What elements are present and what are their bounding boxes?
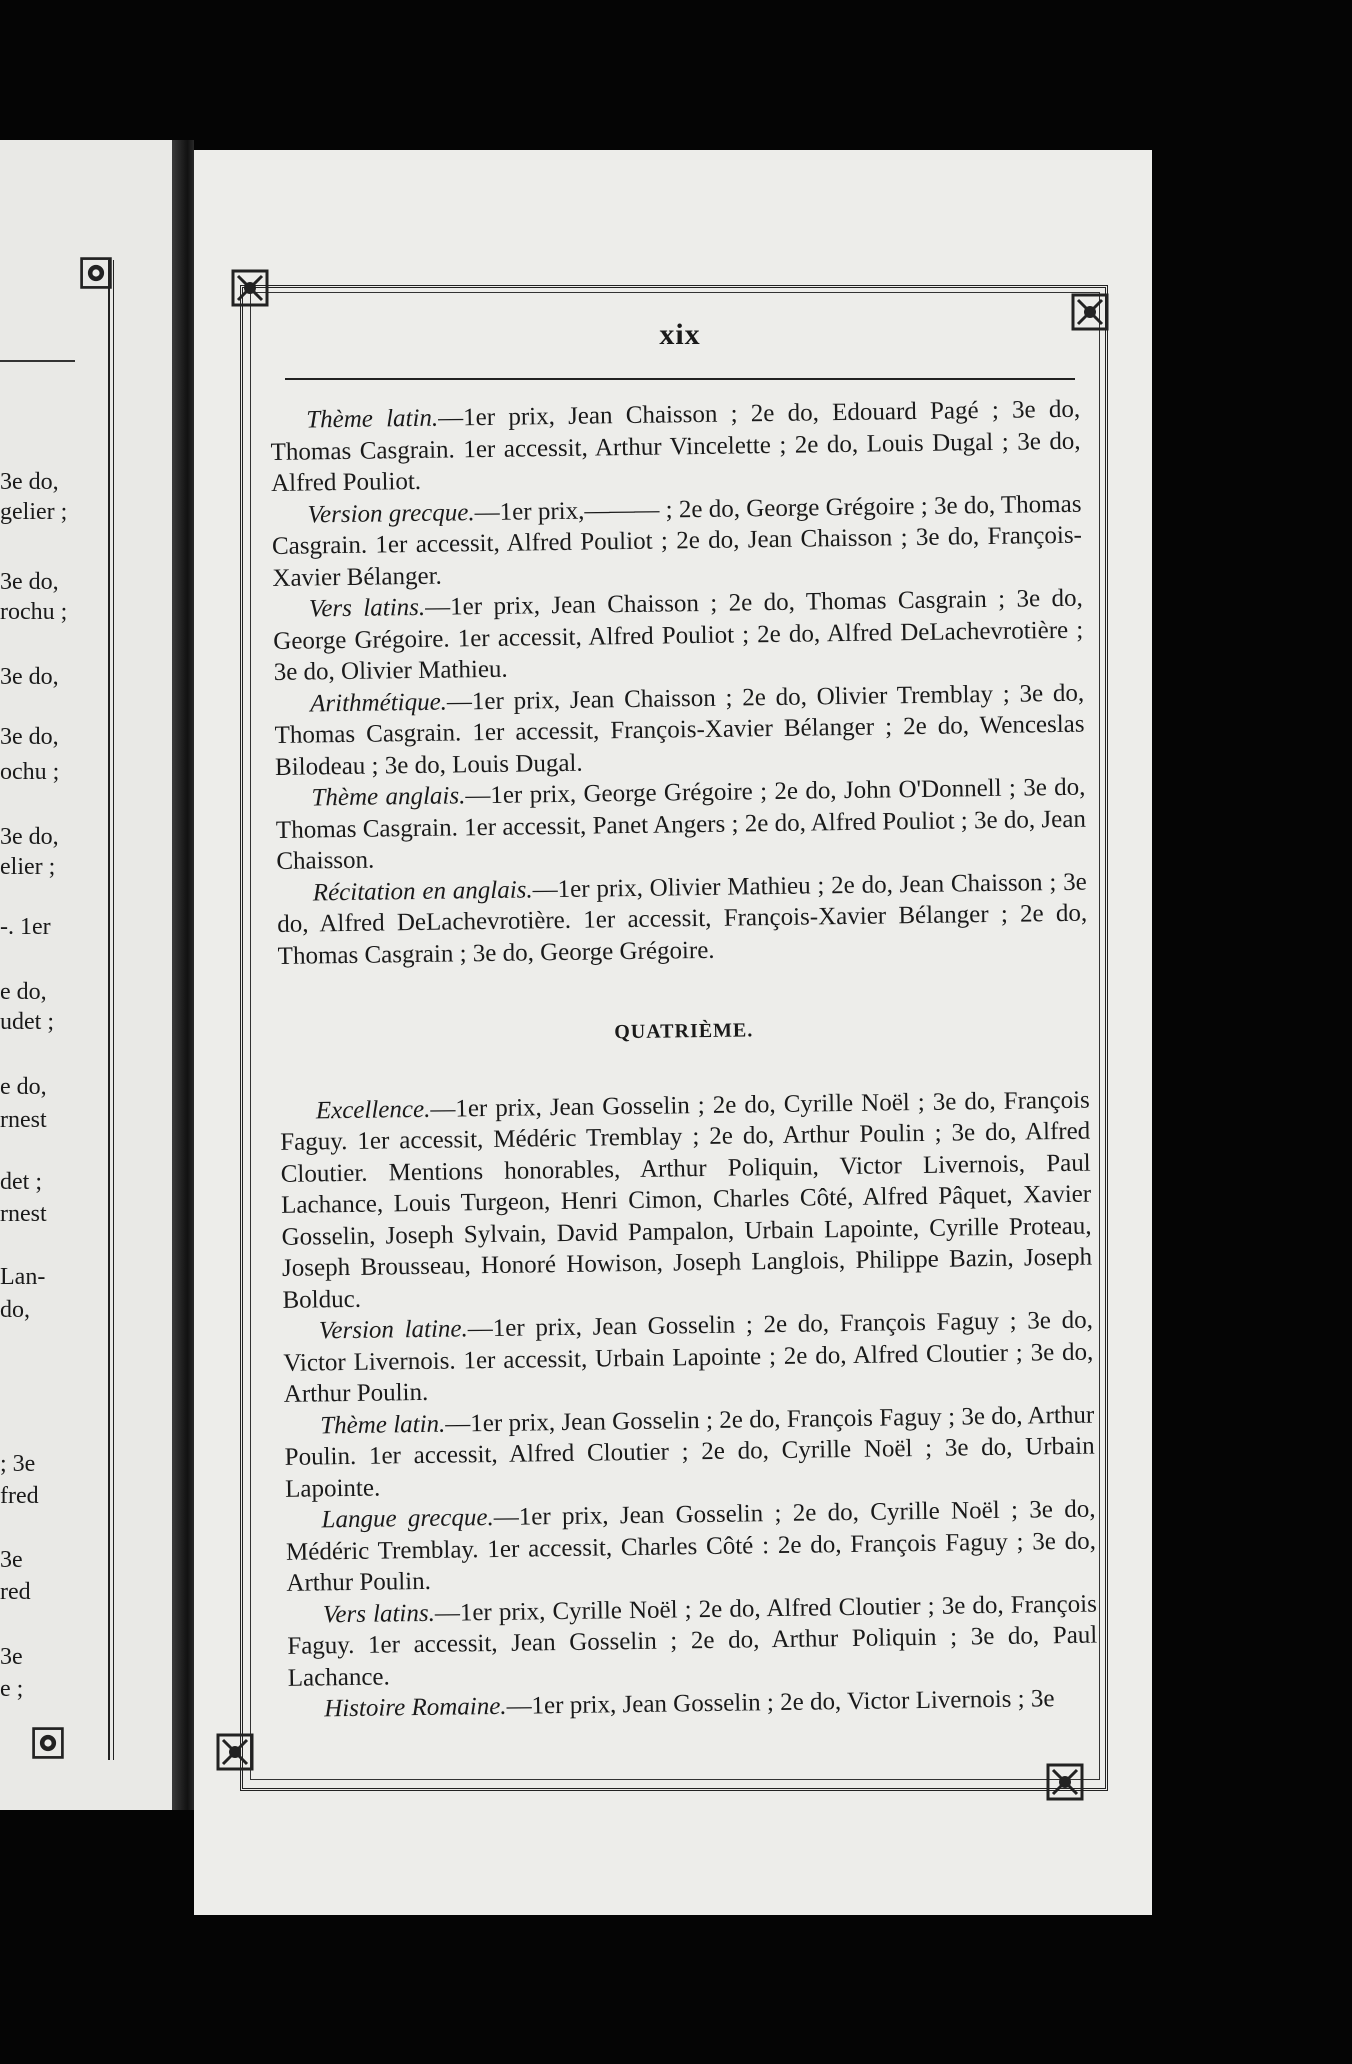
book-gutter: [172, 140, 194, 1810]
left-text-fragment: 3e do,: [0, 824, 59, 850]
subject-heading: Récitation en anglais.: [312, 875, 533, 906]
prize-paragraph: [271, 488, 1082, 594]
left-text-fragment: elier ;: [0, 854, 56, 880]
left-text-fragment: e do,: [0, 979, 47, 1005]
subject-heading: Thème latin.: [306, 404, 439, 434]
prize-paragraph: [284, 1399, 1095, 1505]
prize-paragraph: [283, 1305, 1094, 1411]
left-text-fragment: do,: [0, 1297, 30, 1323]
page-body: [270, 394, 1098, 1726]
left-text-fragment: rnest: [0, 1201, 47, 1227]
left-text-fragment: 3e do,: [0, 569, 59, 595]
prize-text: —1er prix, Jean Gosselin ; 2e do, Cyrille Noël ; 3e do, Médéric Tremblay. 1er accessit, Charles Côté : 2e do, François Faguy ; 3e do, Arthur Poulin.: [285, 1495, 1097, 1597]
prize-text: —1er prix, Cyrille Noël ; 2e do, Alfred Cloutier ; 3e do, François Faguy. 1er accessit, Jean Gosselin ; 2e do, Arthur Poliquin ; 3e do, Paul Lachance.: [287, 1590, 1098, 1692]
header-rule: [285, 378, 1075, 380]
left-text-fragment: gelier ;: [0, 499, 68, 525]
subject-heading: Vers latins.: [308, 593, 426, 623]
corner-ornament-icon: [1070, 292, 1110, 332]
left-text-fragment: 3e do,: [0, 664, 59, 690]
left-text-fragment: fred: [0, 1483, 39, 1509]
section-title: QUATRIÈME.: [614, 1019, 754, 1044]
prize-text: —1er prix, Jean Chaisson ; 2e do, Thomas Casgrain ; 3e do, George Grégoire. 1er accessit, Alfred Pouliot ; 2e do, Alfred DeLachevrotière ; 3e do, Olivier Mathieu.: [273, 584, 1084, 686]
subject-heading: Arithmétique.: [309, 688, 448, 717]
subject-heading: Vers latins.: [322, 1599, 436, 1628]
left-text-fragment: rochu ;: [0, 599, 68, 625]
left-text-fragment: 3e: [0, 1547, 23, 1573]
left-text-fragment: 3e do,: [0, 469, 59, 495]
corner-ornament-icon: [215, 1732, 255, 1772]
prize-paragraph: [277, 866, 1088, 972]
prize-text: —1er prix, Jean Chaisson ; 2e do, Olivier Tremblay ; 3e do, Thomas Casgrain. 1er accessit, François-Xavier Bélanger ; 2e do, Wenceslas Bilodeau ; 3e do, Louis Dugal.: [274, 679, 1085, 781]
left-text-fragment: 3e: [0, 1644, 23, 1670]
subject-heading: Excellence.: [315, 1095, 431, 1124]
corner-ornament-icon: [1045, 1762, 1085, 1802]
left-text-fragment: udet ;: [0, 1009, 54, 1035]
left-text-fragment: e do,: [0, 1074, 47, 1100]
page-number: xix: [659, 318, 701, 351]
prize-paragraph: [274, 677, 1085, 783]
prize-list-quatrieme: [280, 1084, 1099, 1725]
left-text-fragment: det ;: [0, 1169, 42, 1195]
prize-text: —1er prix,——— ; 2e do, George Grégoire ; 3e do, Thomas Casgrain. 1er accessit, Alfred Pouliot ; 2e do, Jean Chaisson ; 3e do, François-Xavier Bélanger.: [271, 490, 1083, 592]
corner-ornament-icon: [78, 255, 114, 291]
prize-text: —1er prix, Jean Chaisson ; 2e do, Edouard Pagé ; 3e do, Thomas Casgrain. 1er accessit, Arthur Vincelette ; 2e do, Louis Dugal ; 3e do, Alfred Pouliot.: [270, 395, 1081, 497]
prize-text: —1er prix, Jean Gosselin ; 2e do, François Faguy ; 3e do, Victor Livernois. 1er accessit, Urbain Lapointe ; 2e do, Alfred Cloutier ; 3e do, Arthur Poulin.: [283, 1306, 1094, 1408]
corner-ornament-icon: [30, 1725, 66, 1761]
left-text-fragment: ochu ;: [0, 759, 60, 785]
left-text-fragment: 3e do,: [0, 724, 59, 750]
prize-paragraph: [285, 1494, 1096, 1600]
subject-heading: Histoire Romaine.: [324, 1692, 507, 1723]
prize-paragraph: [270, 394, 1081, 500]
subject-heading: Thème latin.: [320, 1410, 446, 1439]
left-text-fragment: ; 3e: [0, 1451, 36, 1477]
prize-paragraph: [280, 1084, 1093, 1316]
left-text-fragment: -. 1er: [0, 914, 51, 940]
subject-heading: Version grecque.: [307, 498, 475, 528]
subject-heading: Version latine.: [318, 1315, 468, 1345]
corner-ornament-icon: [230, 268, 270, 308]
prize-paragraph: [275, 772, 1086, 878]
prize-paragraph: [273, 583, 1084, 689]
left-page-rule: [0, 360, 75, 362]
left-text-fragment: red: [0, 1579, 31, 1605]
left-text-fragment: e ;: [0, 1676, 24, 1702]
prize-text: —1er prix, Jean Gosselin ; 2e do, Cyrille Noël ; 3e do, François Faguy. 1er accessit, Médéric Tremblay ; 2e do, Arthur Poulin ; 3e do, Alfred Cloutier. Mentions honorables, Arthur Poliquin, Victor Livernois, Paul Lachance, Louis Turgeon, Henri Cimon, Charles Côté, Alfred Pâquet, Xavier Gosselin, Joseph Sylvain, David Pampalon, Urbain Lapointe, Cyrille Proteau, Joseph Brousseau, Honoré Howison, Joseph Langlois, Philippe Bazin, Joseph Bolduc.: [280, 1086, 1093, 1314]
prize-list-troisieme: [270, 394, 1088, 972]
prize-text: —1er prix, George Grégoire ; 2e do, John O'Donnell ; 3e do, Thomas Casgrain. 1er accessit, Panet Angers ; 2e do, Alfred Pouliot ; 3e do, Jean Chaisson.: [275, 773, 1087, 875]
subject-heading: Langue grecque.: [321, 1503, 494, 1534]
prize-paragraph: [287, 1588, 1098, 1694]
subject-heading: Thème anglais.: [311, 782, 466, 812]
left-text-fragment: Lan-: [0, 1264, 46, 1290]
left-text-fragment: rnest: [0, 1107, 47, 1133]
left-page-border: [108, 260, 114, 1760]
prize-text: —1er prix, Jean Gosselin ; 2e do, François Faguy ; 3e do, Arthur Poulin. 1er accessit, Alfred Cloutier ; 2e do, Cyrille Noël ; 3e do, Urbain Lapointe.: [284, 1401, 1095, 1503]
left-page-fragment: [0, 140, 172, 1810]
prize-text: —1er prix, Jean Gosselin ; 2e do, Victor Livernois ; 3e: [506, 1685, 1055, 1720]
prize-text: —1er prix, Olivier Mathieu ; 2e do, Jean Chaisson ; 3e do, Alfred DeLachevrotière. 1er accessit, François-Xavier Bélanger ; 2e do, Thomas Casgrain ; 3e do, George Grégoire.: [277, 868, 1088, 970]
